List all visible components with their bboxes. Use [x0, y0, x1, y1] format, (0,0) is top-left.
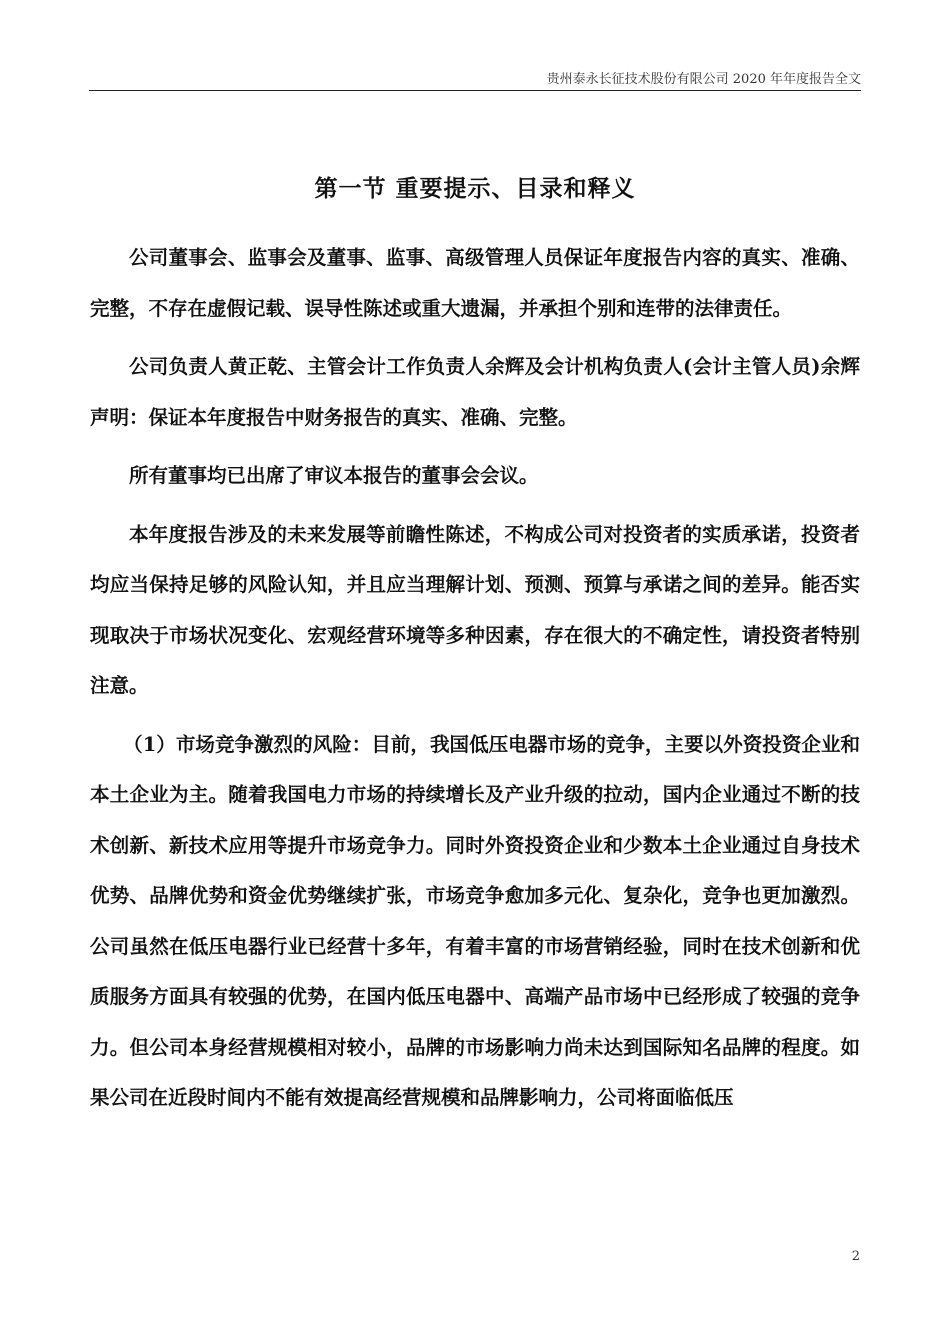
paragraph-board-attendance: 所有董事均已出席了审议本报告的董事会会议。	[129, 464, 539, 487]
paragraph-responsibility: 公司董事会、监事会及董事、监事、高级管理人员保证年度报告内容的真实、准确、完整，不存在虚假记载、误导性陈述或重大遗漏，并承担个别和连带的法律责任。	[90, 246, 860, 320]
page-number: 2	[851, 1249, 860, 1264]
header-title: 贵州泰永长征技术股份有限公司 2020 年年度报告全文	[546, 72, 861, 87]
paragraph-market-risk: （1）市场竞争激烈的风险：目前，我国低压电器市场的竞争，主要以外资投资企业和本土企业为主。随着我国电力市场的持续增长及产业升级的拉动，国内企业通过不断的技术创新、新技术应用等提升市场竞争力。同时外资投资企业和少数本土企业通过自身技术优势、品牌优势和资金优势继续扩张，市场竞争愈加多元化、复杂化，竞争也更加激烈。公司虽然在低压电器行业已经营十多年，有着丰富的市场营销经验，同时在技术创新和优质服务方面具有较强的优势，在国内低压电器中、高端产品市场中已经形成了较强的竞争力。但公司本身经营规模相对较小，品牌的市场影响力尚未达到国际知名品牌的程度。如果公司在近段时间内不能有效提高经营规模和品牌影响力，公司将面临低压	[90, 732, 860, 1109]
paragraph-financial-statement: 公司负责人黄正乾、主管会计工作负责人余辉及会计机构负责人(会计主管人员)余辉声明：保证本年度报告中财务报告的真实、准确、完整。	[90, 355, 861, 429]
section-title: 第一节 重要提示、目录和释义	[314, 175, 636, 203]
body-text	[90, 233, 860, 1132]
paragraph-forward-looking: 本年度报告涉及的未来发展等前瞻性陈述，不构成公司对投资者的实质承诺，投资者均应当保持足够的风险认知，并且应当理解计划、预测、预算与承诺之间的差异。能否实现取决于市场状况变化、宏观经营环境等多种因素，存在很大的不确定性，请投资者特别注意。	[90, 522, 860, 697]
running-header	[89, 68, 861, 91]
